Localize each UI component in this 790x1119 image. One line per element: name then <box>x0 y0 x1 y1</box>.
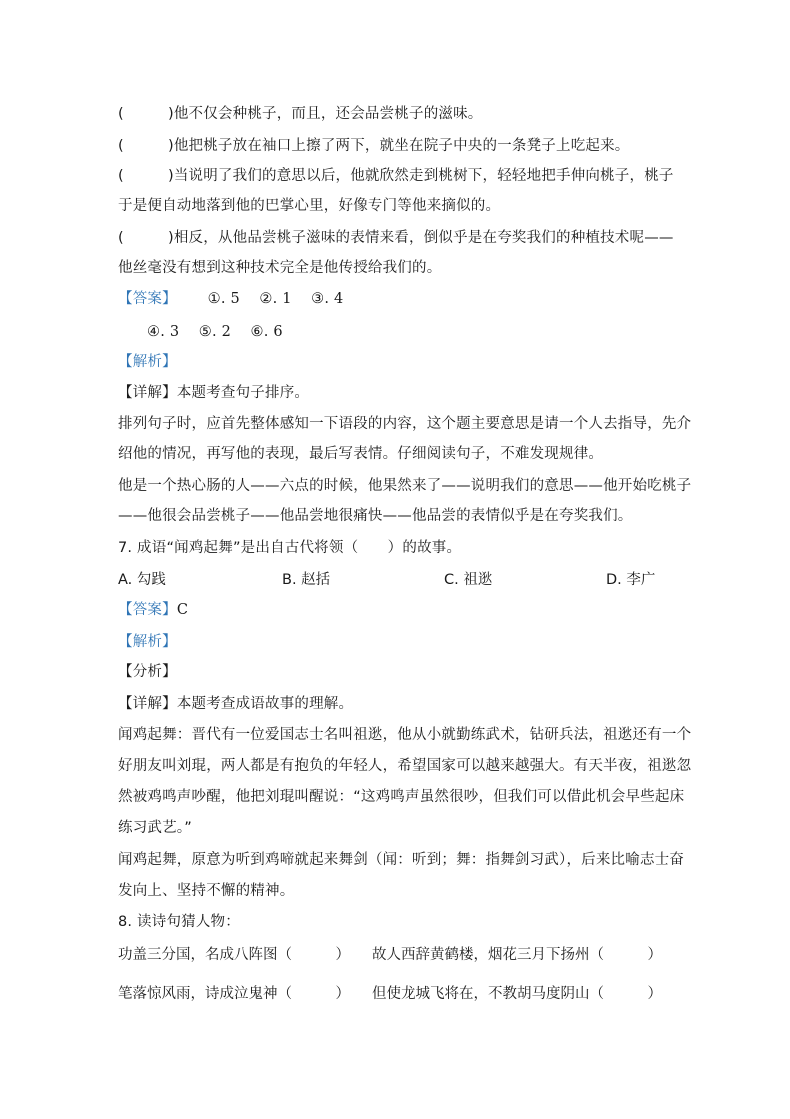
q6-detail-para-2: 绍他的情况，再写他的表现，最后写表情。仔细阅读句子，不难发现规律。 <box>118 446 604 462</box>
detail-text: 本题考查句子排序。 <box>176 385 310 401</box>
answer-line-1: ①. 5 ②. 1 ③. 4 <box>207 291 344 307</box>
q7-option-d: D. 李广 <box>606 572 656 588</box>
q6-sentence-3-cont: 于是便自动地落到他的巴掌心里，好像专门等他来摘似的。 <box>118 198 501 214</box>
detail-label: 【详解】 <box>118 696 177 712</box>
q7-jiexi-label: 【解析】 <box>118 634 177 650</box>
q7-option-a: A. 勾践 <box>118 572 166 588</box>
q6-sentence-1: ( )他不仅会种桃子，而且，还会品尝桃子的滋味。 <box>118 106 483 122</box>
q7-detail <box>118 694 353 714</box>
q7-para-1: 闻鸡起舞：晋代有一位爱国志士名叫祖逖，他从小就勤练武术，钻研兵法，祖逖还有一个 <box>118 727 692 743</box>
answer-line-2: ④. 3 ⑤. 2 ⑥. 6 <box>147 324 283 340</box>
detail-label: 【详解】 <box>118 385 177 401</box>
answer-label: 【答案】 <box>118 291 177 307</box>
q8-poem-1: 功盖三分国，名成八阵图（ ） <box>118 947 350 963</box>
q8-poem-4: 但使龙城飞将在，不教胡马度阴山（ ） <box>372 986 662 1002</box>
q7-stem: 7. 成语“闻鸡起舞”是出自古代将领（ ）的故事。 <box>118 540 462 556</box>
q7-option-c: C. 祖逖 <box>444 572 493 588</box>
q8-stem: 8. 读诗句猜人物： <box>118 914 240 930</box>
q6-sentence-2: ( )他把桃子放在袖口上擦了两下，就坐在院子中央的一条凳子上吃起来。 <box>118 138 630 154</box>
q6-answer <box>118 289 343 309</box>
q7-para-5: 闻鸡起舞，原意为听到鸡啼就起来舞剑（闻：听到；舞：指舞剑习武），后来比喻志士奋 <box>118 852 685 868</box>
q6-jiexi-label: 【解析】 <box>118 354 177 370</box>
q7-para-6: 发向上、坚持不懈的精神。 <box>118 883 295 899</box>
q6-sentence-3: ( )当说明了我们的意思以后，他就欣然走到桃树下，轻轻地把手伸向桃子，桃子 <box>118 168 674 184</box>
answer-value: C <box>176 602 189 618</box>
detail-text: 本题考查成语故事的理解。 <box>176 696 354 712</box>
q6-detail-para-3: 他是一个热心肠的人——六点的时候，他果然来了——说明我们的意思——他开始吃桃子 <box>118 478 692 494</box>
q6-sentence-4: ( )相反，从他品尝桃子滋味的表情来看，倒似乎是在夸奖我们的种植技术呢—— <box>118 230 674 246</box>
q7-option-b: B. 赵括 <box>282 572 331 588</box>
q7-para-2: 好朋友叫刘琨，两人都是有抱负的年轻人，希望国家可以越来越强大。有天半夜，祖逖忽 <box>118 758 692 774</box>
q8-poem-3: 笔落惊风雨，诗成泣鬼神（ ） <box>118 986 350 1002</box>
q7-para-4: 练习武艺。” <box>118 820 192 836</box>
q6-detail-para-1: 排列句子时，应首先整体感知一下语段的内容，这个题主要意思是请一个人去指导，先介 <box>118 416 692 432</box>
q7-answer <box>118 600 188 620</box>
q6-detail-para-4: ——他很会品尝桃子——他品尝地很痛快——他品尝的表情似乎是在夸奖我们。 <box>118 508 633 524</box>
q8-poem-2: 故人西辞黄鹤楼，烟花三月下扬州（ ） <box>372 947 662 963</box>
q6-sentence-4-cont: 他丝毫没有想到这种技术完全是他传授给我们的。 <box>118 260 442 276</box>
answer-label: 【答案】 <box>118 602 177 618</box>
q7-para-3: 然被鸡鸣声吵醒，他把刘琨叫醒说：“这鸡鸣声虽然很吵，但我们可以借此机会早些起床 <box>118 789 685 805</box>
q7-fenxi-label: 【分析】 <box>118 664 177 680</box>
q6-detail <box>118 383 309 403</box>
